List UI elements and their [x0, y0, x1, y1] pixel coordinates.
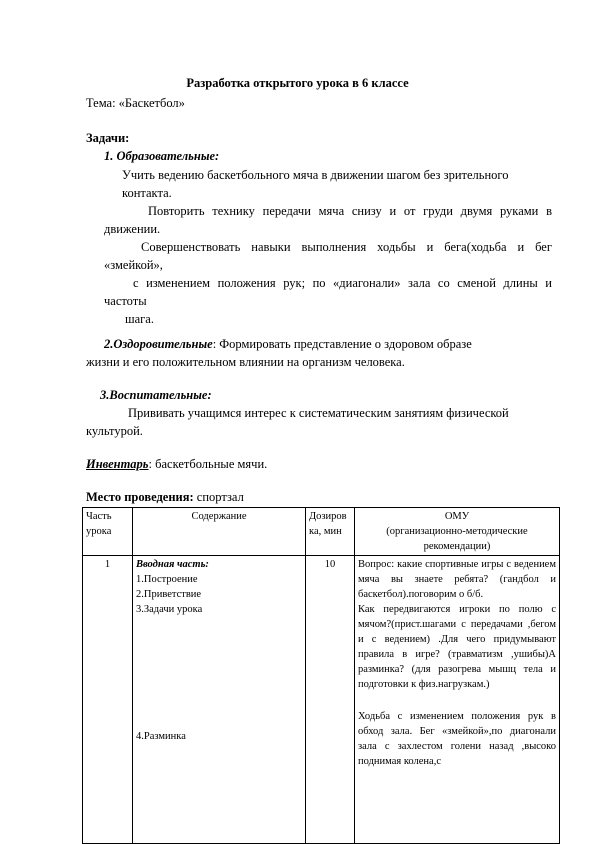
header-omu-l1: ОМУ [444, 511, 470, 522]
inventory [86, 457, 267, 472]
inventory-text: : баскетбольные мячи. [148, 457, 268, 471]
inventory-label: Инвентарь [86, 457, 149, 471]
recommendation: Как передвигаются игроки по полю с мячом?(прист.шагами с передачами ,бегом и с ведением) .Для чего придумывают правила в игре? (травматизм ,ушибы)А разминка? (для разогрева мышц тела и подготовки к физ.нагрузкам.) [358, 604, 556, 690]
list-item: 2.Приветствие [136, 589, 202, 600]
header-part [83, 508, 133, 556]
header-dose-l1: Дозиров [309, 511, 347, 522]
upbringing-text: Прививать учащимся интерес к систематическим занятиям физической [128, 406, 509, 420]
header-omu-l2: (организационно-методические [386, 526, 528, 537]
edu-line: частоты [104, 294, 147, 308]
list-item: 4.Разминка [136, 731, 186, 742]
header-omu [355, 508, 560, 556]
place-label: Место проведения: [86, 490, 194, 504]
edu-line: шага. [125, 312, 154, 326]
edu-line: контакта. [122, 186, 172, 200]
spacer [358, 692, 556, 709]
cell-content [133, 556, 306, 844]
health-block [104, 337, 472, 352]
table-row [83, 556, 560, 844]
health-text-2: жизни и его положительном влиянии на организм человека. [86, 355, 405, 369]
health-text: : Формировать представление о здоровом образе [212, 337, 472, 351]
header-part-l1: Часть [86, 511, 112, 522]
page-title: Разработка открытого урока в 6 классе [186, 76, 409, 90]
header-omu-l3: рекомендации) [423, 541, 491, 552]
upbringing-text-2: культурой. [86, 424, 143, 438]
recommendation: Вопрос: какие спортивные игры с ведением мяча вы знаете ребята? (гандбол и баскетбол).поговорим о б/б. [358, 559, 556, 600]
educational-heading: 1. Образовательные: [104, 149, 220, 163]
edu-line: «змейкой», [104, 258, 163, 272]
header-content: Содержание [133, 508, 306, 556]
header-dose-l2: ка, мин [309, 526, 342, 537]
intro-label: Вводная часть: [136, 559, 209, 570]
spacer [136, 617, 302, 729]
place [86, 490, 244, 505]
place-text: спортзал [193, 490, 244, 504]
recommendation: Ходьба с изменением положения рук в обход зала. Бег «змейкой»,по диагонали зала с захлестом голени назад ,высоко поднимая колена,с [358, 711, 556, 767]
table-header-row [83, 508, 560, 556]
tasks-heading: Задачи: [86, 131, 130, 145]
edu-line: Повторить технику передачи мяча снизу и от груди двумя руками в [148, 204, 552, 218]
cell-part: 1 [83, 556, 133, 844]
header-part-l2: урока [86, 526, 112, 537]
topic: Тема: «Баскетбол» [86, 96, 185, 110]
lesson-plan-table [82, 507, 560, 844]
edu-line: Учить ведению баскетбольного мяча в движении шагом без зрительного [122, 168, 509, 182]
health-heading: 2.Оздоровительные [104, 337, 213, 351]
upbringing-heading: 3.Воспитательные: [100, 388, 212, 402]
list-item: 3.Задачи урока [136, 604, 203, 615]
cell-dose: 10 [306, 556, 355, 844]
list-item: 1.Построение [136, 574, 198, 585]
edu-line: движении. [104, 222, 161, 236]
header-dose [306, 508, 355, 556]
edu-line: Совершенствовать навыки выполнения ходьбы и бега(ходьба и бег [141, 240, 552, 254]
edu-line: с изменением положения рук; по «диагонали» зала со сменой длины и [133, 276, 552, 290]
cell-omu [355, 556, 560, 844]
